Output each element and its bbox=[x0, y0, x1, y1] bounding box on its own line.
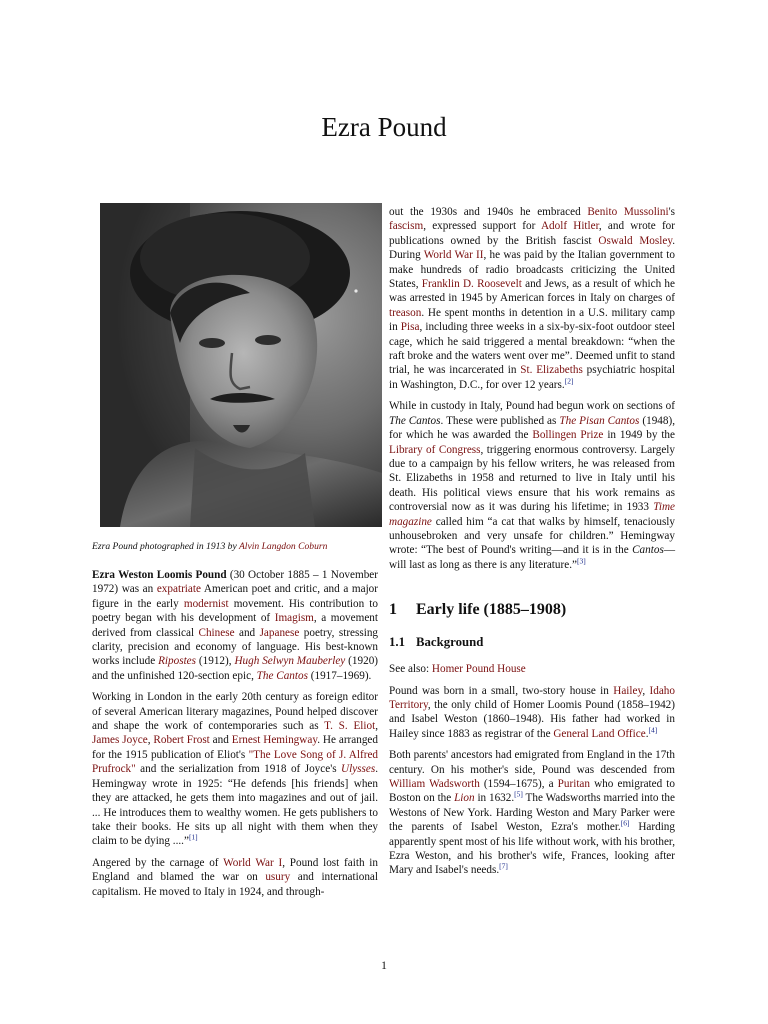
link-idaho-territory[interactable]: Idaho Territory bbox=[389, 684, 675, 711]
text: Both parents' ancestors had emigrated from England in the 17th century. On his mother's side, Pound was descended from bbox=[389, 749, 675, 776]
right-column bbox=[389, 205, 675, 885]
background-paragraph-2 bbox=[389, 748, 675, 878]
portrait-photo bbox=[100, 203, 382, 527]
intro-paragraph-3-cont bbox=[389, 205, 675, 392]
text: (1917–1969). bbox=[307, 669, 372, 682]
section-title: Early life (1885–1908) bbox=[416, 601, 567, 619]
page-title: Ezra Pound bbox=[321, 112, 447, 142]
subsection-heading-background bbox=[389, 634, 675, 650]
subsection-title: Background bbox=[416, 635, 484, 650]
section-number: 1 bbox=[389, 601, 397, 619]
text: . Hemingway wrote in 1925: “He defends [his friends] when they are attacked, he gets them into magazines and out of jail. ... He introduces them to wealthy women. He gets publishers to take their books. He sits up all night with them when they claim to be dying ....” bbox=[92, 763, 378, 848]
text: (1920) and the unfinished 120-section epic, bbox=[92, 655, 379, 682]
link-modernist[interactable]: modernist bbox=[183, 597, 229, 610]
text: Working in London in the early 20th century as foreign editor of several American literary magazines, Pound helped discover and shape the work of contemporaries such as bbox=[92, 691, 378, 733]
text: —will last as long as there is any literature.” bbox=[389, 544, 675, 571]
link-ripostes[interactable]: Ripostes bbox=[158, 655, 197, 668]
text: While in custody in Italy, Pound had begun work on sections of bbox=[389, 400, 675, 413]
link-imagism[interactable]: Imagism bbox=[274, 612, 314, 625]
link-world-war-ii[interactable]: World War II bbox=[423, 249, 484, 262]
text: , a movement derived from classical bbox=[92, 612, 378, 639]
link-the-cantos[interactable]: The Cantos bbox=[256, 669, 308, 682]
text: , expressed support for bbox=[423, 220, 541, 233]
citation-7[interactable]: [7] bbox=[499, 861, 508, 871]
text: . He arranged for the 1915 publication of Eliot's bbox=[92, 734, 378, 761]
subsection-number: 1.1 bbox=[389, 635, 405, 650]
link-ernest-hemingway[interactable]: Ernest Hemingway bbox=[231, 734, 318, 747]
background-paragraph-1 bbox=[389, 684, 675, 742]
text: movement. His contribution to poetry began with his development of bbox=[92, 597, 378, 625]
intro-paragraph-1 bbox=[92, 568, 378, 683]
link-roosevelt[interactable]: Franklin D. Roosevelt bbox=[421, 278, 522, 291]
link-james-joyce[interactable]: James Joyce bbox=[92, 734, 148, 747]
citation-4[interactable]: [4] bbox=[648, 725, 658, 735]
text: , bbox=[375, 720, 378, 733]
text: , and wrote for publications owned by the British fascist bbox=[389, 220, 676, 247]
link-robert-frost[interactable]: Robert Frost bbox=[153, 734, 210, 747]
link-chinese[interactable]: Chinese bbox=[198, 626, 235, 639]
text: , the only child of Homer Loomis Pound (1858–1942) and Isabel Weston (1860–1948). His father had worked in Hailey since 1883 as registrar of the bbox=[389, 698, 675, 740]
link-oswald-mosley[interactable]: Oswald Mosley bbox=[598, 234, 673, 247]
link-homer-pound-house[interactable]: Homer Pound House bbox=[431, 663, 526, 676]
link-library-of-congress[interactable]: Library of Congress bbox=[389, 443, 481, 456]
text: The Wadsworths married into the Westons of New York. Harding Weston and Mary Parker were the parents of Isabel Weston, Ezra's mother. bbox=[389, 792, 675, 834]
text: , bbox=[642, 684, 650, 697]
text: See also: bbox=[389, 663, 432, 676]
text: in 1949 by the bbox=[603, 429, 675, 442]
text: , Pound lost faith in England and blamed the war on bbox=[92, 856, 379, 884]
text: American poet and critic, and a major figure in the early bbox=[92, 583, 378, 610]
text: (30 October 1885 – 1 November 1972) was an bbox=[92, 569, 378, 596]
link-fascism[interactable]: fascism bbox=[389, 220, 424, 233]
citation-6[interactable]: [6] bbox=[620, 818, 630, 828]
subject-name: Ezra Weston Loomis Pound bbox=[92, 569, 227, 581]
text: , triggering enormous controversy. Largely due to a campaign by his fellow writers, he was released from St. Elizabeths in 1958 and returned to live in Italy until his death. His political views ensure that his work remains as controversial now as it was during his lifetime; in 1933 bbox=[389, 443, 675, 514]
text: . bbox=[645, 727, 649, 740]
link-treason[interactable]: treason bbox=[389, 306, 422, 319]
link-mauberley[interactable]: Hugh Selwyn Mauberley bbox=[234, 655, 346, 668]
link-hailey[interactable]: Hailey bbox=[613, 684, 643, 697]
link-william-wadsworth[interactable]: William Wadsworth bbox=[389, 778, 480, 790]
text: called him “a cat that walks by himself, tenaciously unhousebroken and very unsafe for children.” Hemingway wrote: “The best of Pound's writing—and it is in the bbox=[389, 515, 675, 557]
text: and bbox=[209, 734, 232, 747]
citation-3[interactable]: [3] bbox=[576, 556, 586, 566]
link-adolf-hitler[interactable]: Adolf Hitler bbox=[540, 220, 599, 233]
text: (1594–1675), a bbox=[479, 778, 558, 790]
link-pisa[interactable]: Pisa bbox=[400, 321, 420, 334]
text: , he was paid by the Italian government to make hundreds of radio broadcasts criticizing the United States, bbox=[389, 249, 675, 291]
text: . During bbox=[389, 234, 675, 262]
portrait-illustration bbox=[100, 203, 382, 527]
text: . These were published as bbox=[440, 414, 560, 427]
intro-paragraph-3-start bbox=[92, 856, 378, 899]
link-lion[interactable]: Lion bbox=[454, 792, 475, 805]
link-prufrock[interactable]: "The Love Song of J. Alfred Prufrock" bbox=[92, 748, 378, 776]
link-japanese[interactable]: Japanese bbox=[259, 626, 300, 639]
text: out the 1930s and 1940s he embraced bbox=[389, 206, 588, 218]
text: (1948), for which he was awarded the bbox=[389, 414, 675, 442]
link-ts-eliot[interactable]: T. S. Eliot bbox=[324, 720, 376, 733]
text: and international capitalism. He moved to Italy in 1924, and through- bbox=[92, 871, 378, 898]
text: , including three weeks in a six-by-six-foot outdoor steel cage, which he said triggered a mental breakdown: “when the raft broke and the waters went over me”. Deemed unfit to stand trial, he was incarcerated in bbox=[389, 321, 676, 377]
link-bollingen-prize[interactable]: Bollingen Prize bbox=[532, 429, 604, 442]
link-time-magazine[interactable]: Time magazine bbox=[389, 501, 675, 528]
text: psychiatric hospital in Washington, D.C., for over 12 years. bbox=[389, 364, 675, 391]
text: 's bbox=[668, 206, 675, 218]
link-puritan[interactable]: Puritan bbox=[557, 778, 590, 790]
citation-5[interactable]: [5] bbox=[514, 789, 523, 799]
text: Pound was born in a small, two-story house in bbox=[389, 684, 614, 697]
text: and Jews, as a result of which he was arrested in 1945 by American forces in Italy on charges of bbox=[389, 278, 675, 305]
text: , bbox=[147, 734, 154, 747]
text: . He spent months in detention in a U.S. military camp in bbox=[389, 306, 675, 334]
left-column bbox=[92, 203, 378, 906]
page-number: 1 bbox=[381, 960, 387, 972]
text: and the serialization from 1918 of Joyce's bbox=[135, 763, 342, 776]
italic-text: The Cantos bbox=[389, 414, 441, 427]
link-general-land-office[interactable]: General Land Office bbox=[553, 727, 646, 740]
link-mussolini[interactable]: Benito Mussolini bbox=[587, 206, 669, 218]
link-expatriate[interactable]: expatriate bbox=[156, 583, 201, 596]
photo-caption bbox=[92, 541, 378, 553]
intro-paragraph-2 bbox=[92, 690, 378, 848]
text: poetry, stressing clarity, precision and economy of language. His best-known works include bbox=[92, 626, 379, 668]
link-st-elizabeths[interactable]: St. Elizabeths bbox=[520, 364, 583, 377]
caption-text: Ezra Pound photographed in 1913 by bbox=[92, 541, 239, 552]
caption-link-coburn[interactable]: Alvin Langdon Coburn bbox=[238, 541, 328, 552]
text: Angered by the carnage of bbox=[92, 856, 224, 869]
intro-paragraph-4 bbox=[389, 399, 675, 572]
see-also-line bbox=[389, 662, 675, 676]
link-world-war-i[interactable]: World War I bbox=[223, 856, 283, 869]
link-ulysses[interactable]: Ulysses bbox=[341, 763, 376, 776]
italic-text: Cantos bbox=[632, 544, 664, 557]
link-usury[interactable]: usury bbox=[265, 871, 291, 884]
link-pisan-cantos[interactable]: The Pisan Cantos bbox=[559, 414, 640, 427]
section-heading-early-life bbox=[389, 600, 675, 620]
text: in 1632. bbox=[474, 792, 515, 805]
citation-2[interactable]: [2] bbox=[564, 376, 574, 386]
text: Harding apparently spent most of his life without work, with his brother, Ezra Weston, and his brother's wife, Frances, looking after Mary and Isabel's needs. bbox=[389, 821, 675, 877]
text: and bbox=[234, 626, 260, 639]
text: (1912), bbox=[196, 655, 235, 668]
text: who emigrated to Boston on the bbox=[389, 778, 676, 805]
citation-1[interactable]: [1] bbox=[188, 832, 198, 842]
